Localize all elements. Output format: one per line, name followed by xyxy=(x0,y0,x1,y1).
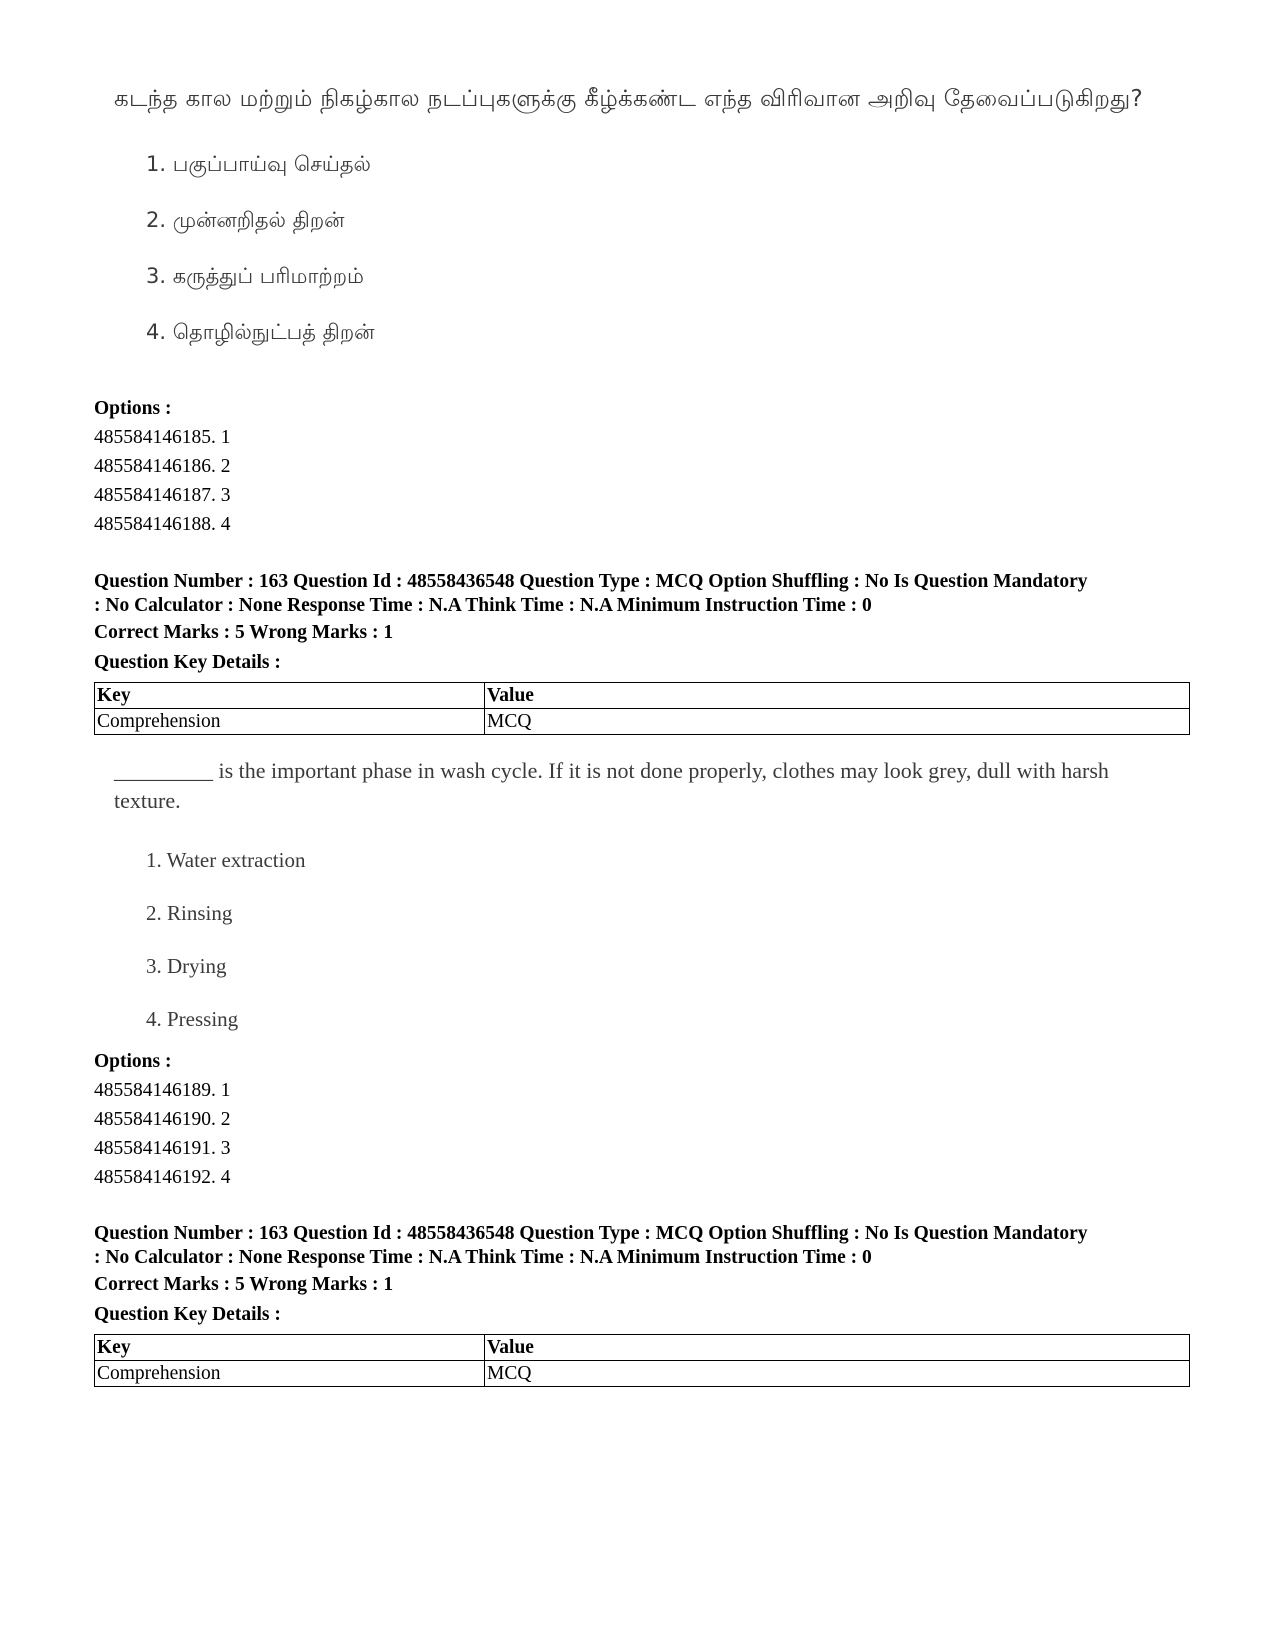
marks-line: Correct Marks : 5 Wrong Marks : 1 xyxy=(94,1274,394,1295)
question-option: 4. Pressing xyxy=(146,1007,239,1031)
key-details-label: Question Key Details : xyxy=(94,1304,281,1325)
options-label: Options : xyxy=(94,1051,172,1072)
option-row: 485584146188. 4 xyxy=(94,514,231,535)
table-header-cell: Value xyxy=(485,1335,1190,1361)
option-row: 485584146191. 3 xyxy=(94,1138,231,1159)
key-details-label: Question Key Details : xyxy=(94,652,281,673)
table-header-cell: Key xyxy=(95,1335,485,1361)
question-option: 4. தொழில்நுட்பத் திறன் xyxy=(146,320,375,344)
question-image-english xyxy=(114,756,1164,1046)
key-details-table xyxy=(94,682,1190,735)
question-option: 2. Rinsing xyxy=(146,901,233,925)
question-option: 2. முன்னறிதல் திறன் xyxy=(146,208,345,232)
question-option: 1. பகுப்பாய்வு செய்தல் xyxy=(146,152,371,176)
question-meta-line: : No Calculator : None Response Time : N.A Think Time : N.A Minimum Instruction Time : 0 xyxy=(94,1247,872,1268)
option-row: 485584146185. 1 xyxy=(94,427,231,448)
question-option: 3. கருத்துப் பரிமாற்றம் xyxy=(146,264,364,288)
table-cell: MCQ xyxy=(485,709,1190,735)
table-row xyxy=(95,1361,1190,1387)
question-stem: _________ is the important phase in wash cycle. If it is not done properly, clothes may look grey, dull with harsh texture. xyxy=(114,758,1109,813)
question-meta xyxy=(94,570,1194,735)
table-header-row xyxy=(95,683,1190,709)
table-cell: Comprehension xyxy=(95,709,485,735)
table-header-cell: Key xyxy=(95,683,485,709)
option-row: 485584146186. 2 xyxy=(94,456,231,477)
options-label: Options : xyxy=(94,398,172,419)
question-option: 3. Drying xyxy=(146,954,227,978)
question-image-tamil xyxy=(114,82,1164,360)
question-meta-line: : No Calculator : None Response Time : N.A Think Time : N.A Minimum Instruction Time : 0 xyxy=(94,595,872,616)
table-cell: MCQ xyxy=(485,1361,1190,1387)
option-row: 485584146187. 3 xyxy=(94,485,231,506)
key-details-table xyxy=(94,1334,1190,1387)
option-row: 485584146192. 4 xyxy=(94,1167,231,1188)
question-meta xyxy=(94,1222,1194,1387)
table-cell: Comprehension xyxy=(95,1361,485,1387)
marks-line: Correct Marks : 5 Wrong Marks : 1 xyxy=(94,622,394,643)
question-stem: கடந்த கால மற்றும் நிகழ்கால நடப்புகளுக்கு கீழ்க்கண்ட எந்த விரிவான அறிவு தேவைப்படுகிறது? xyxy=(114,86,1143,112)
table-header-row xyxy=(95,1335,1190,1361)
question-option: 1. Water extraction xyxy=(146,848,306,872)
options-list xyxy=(94,394,1194,539)
question-meta-line: Question Number : 163 Question Id : 48558436548 Question Type : MCQ Option Shuffling : No Is Question Mandatory xyxy=(94,571,1088,592)
table-row xyxy=(95,709,1190,735)
question-meta-line: Question Number : 163 Question Id : 48558436548 Question Type : MCQ Option Shuffling : No Is Question Mandatory xyxy=(94,1223,1088,1244)
option-row: 485584146189. 1 xyxy=(94,1080,231,1101)
options-list xyxy=(94,1047,1194,1192)
option-row: 485584146190. 2 xyxy=(94,1109,231,1130)
table-header-cell: Value xyxy=(485,683,1190,709)
